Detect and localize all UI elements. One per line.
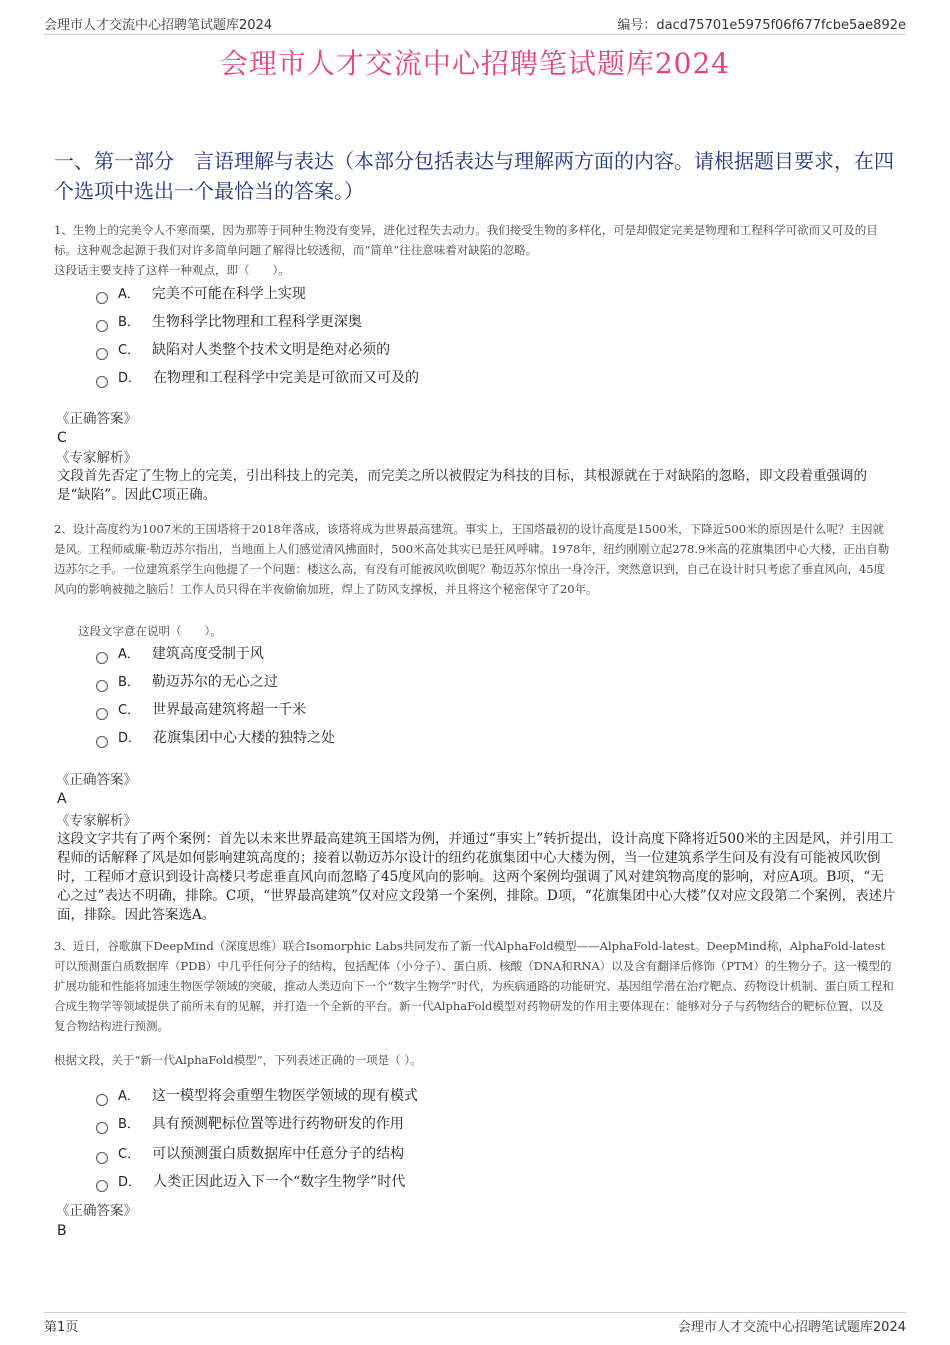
radio-icon[interactable] (96, 1180, 108, 1192)
question-1-option-b[interactable]: B． 生物科学比物理和工程科学更深奥 (96, 311, 362, 333)
question-3-prompt: 根据文段，关于“新一代AlphaFold模型”，下列表述正确的一项是（ ）。 (54, 1053, 422, 1067)
radio-icon[interactable] (96, 292, 108, 304)
question-1-option-d[interactable]: D． 在物理和工程科学中完美是可欲而又可及的 (96, 367, 419, 389)
header-doc-title: 会理市人才交流中心招聘笔试题库2024 (44, 18, 273, 33)
section-heading: 一、第一部分 言语理解与表达（本部分包括表达与理解两方面的内容。请根据题目要求，在四个选项中选出一个最恰当的答案。） (54, 149, 894, 203)
radio-icon[interactable] (96, 320, 108, 332)
question-1-analysis: 文段首先否定了生物上的完美，引出科技上的完美，而完美之所以被假定为科技的目标，其根源就在于对缺陷的忽略，即文段着重强调的是“缺陷”。因此C项正确。 (57, 468, 867, 503)
question-3-option-a[interactable]: A． 这一模型将会重塑生物医学领域的现有模式 (96, 1085, 418, 1107)
analysis-label: 《专家解析》 (56, 813, 137, 829)
question-1-option-c[interactable]: C． 缺陷对人类整个技术文明是绝对必须的 (96, 339, 390, 361)
question-3-answer: B (57, 1223, 67, 1239)
footer-doc-title: 会理市人才交流中心招聘笔试题库2024 (677, 1320, 906, 1335)
question-1-text: 1、生物上的完美令人不寒而栗，因为那等于同种生物没有变异，进化过程失去动力。我们接受生物的多样化，可是却假定完美是物理和工程科学可欲而又可及的目标。这种观念起源于我们对许多简单问题了解得比较透彻，而“简单”往往意味着对缺陷的忽略。 (54, 223, 878, 257)
analysis-label: 《专家解析》 (56, 450, 137, 466)
question-2-analysis: 这段文字共有了两个案例：首先以未来世界最高建筑王国塔为例，并通过“事实上”转折提出，设计高度下降将近500米的主因是风，并引用工程师的话解释了风是如何影响建筑高度的；接着以勒迈苏尔设计的纽约花旗集团中心大楼为例，当一位建筑系学生问及有没有可能被风吹倒时，工程师才意识到设计高楼只考虑垂直风向而忽略了45度风向的影响。这两个案例均强调了风对建筑物高度的影响，对应A项。B项，“无心之过”表达不明确，排除。C项，“世界最高建筑”仅对应文段第一个案例，排除。D项，“花旗集团中心大楼”仅对应文段第二个案例，表述片面，排除。因此答案选A。 (57, 831, 896, 923)
header-doc-id: 编号：dacd75701e5975f06f677fcbe5ae892e (617, 18, 906, 33)
question-2-answer: A (57, 791, 67, 807)
radio-icon[interactable] (96, 1122, 108, 1134)
question-3-option-d[interactable]: D． 人类正因此迈入下一个“数字生物学”时代 (96, 1171, 405, 1193)
radio-icon[interactable] (96, 376, 108, 388)
question-3-text: 3、近日，谷歌旗下DeepMind（深度思维）联合Isomorphic Labs共同发布了新一代AlphaFold模型——AlphaFold-latest。DeepMind称，AlphaFold-latest可以预测蛋白质数据库（PDB）中几乎任何分子的结构，包括配体（小分子）、蛋白质、核酸（DNA和RNA）以及含有翻译后修饰（PTM）的生物分子。这一模型的扩展功能和性能将加速生物医学领域的突破，推动人类迈向下一个“数字生物学”时代，为疾病通路的功能研究、基因组学潜在治疗靶点、药物设计机制、蛋白质工程和合成生物学等领域提供了前所未有的见解，并打造一个全新的平台。新一代AlphaFold模型对药物研发的作用主要体现在：能够对分子与药物结合的靶标位置，以及复合物结构进行预测。 (54, 939, 894, 1033)
question-2-text: 2、设计高度约为1007米的王国塔将于2018年落成，该塔将成为世界最高建筑。事实上，王国塔最初的设计高度是1500米，下降近500米的原因是什么呢？主因就是风。工程师威廉·勒迈苏尔指出，当地面上人们感觉清风拂面时，500米高处其实已是狂风呼啸。1978年，纽约刚刚立起278.9米高的花旗集团中心大楼，正出自勒迈苏尔之手。一位建筑系学生向他提了一个问题：楼这么高，有没有可能被风吹倒呢？勒迈苏尔惊出一身冷汗，突然意识到，自己在设计时只考虑了垂直风向，45度风向的影响被抛之脑后！工作人员只得在半夜偷偷加班，焊上了防风支撑板，并且将这个秘密保守了20年。 (54, 522, 890, 596)
question-2-option-c[interactable]: C． 世界最高建筑将超一千米 (96, 699, 306, 721)
question-1-answer: C (57, 430, 67, 446)
answer-label: 《正确答案》 (56, 1203, 137, 1219)
page-footer (44, 1312, 906, 1335)
question-3-option-b[interactable]: B． 具有预测靶标位置等进行药物研发的作用 (96, 1113, 404, 1135)
radio-icon[interactable] (96, 708, 108, 720)
radio-icon[interactable] (96, 652, 108, 664)
page-header (44, 14, 906, 35)
radio-icon[interactable] (96, 348, 108, 360)
radio-icon[interactable] (96, 1094, 108, 1106)
question-1-prompt: 这段话主要支持了这样一种观点，即（ ）。 (54, 263, 290, 277)
radio-icon[interactable] (96, 680, 108, 692)
answer-label: 《正确答案》 (56, 772, 137, 788)
question-2-prompt: 这段文字意在说明（ ）。 (78, 624, 222, 638)
radio-icon[interactable] (96, 736, 108, 748)
question-2-option-d[interactable]: D． 花旗集团中心大楼的独特之处 (96, 727, 335, 749)
page-title: 会理市人才交流中心招聘笔试题库2024 (219, 47, 731, 80)
question-3-option-c[interactable]: C． 可以预测蛋白质数据库中任意分子的结构 (96, 1143, 404, 1165)
page-number: 第1页 (44, 1320, 79, 1335)
radio-icon[interactable] (96, 1152, 108, 1164)
answer-label: 《正确答案》 (56, 411, 137, 427)
question-2-option-b[interactable]: B． 勒迈苏尔的无心之过 (96, 671, 278, 693)
question-1-option-a[interactable]: A． 完美不可能在科学上实现 (96, 283, 306, 305)
question-2-option-a[interactable]: A． 建筑高度受制于风 (96, 643, 264, 665)
